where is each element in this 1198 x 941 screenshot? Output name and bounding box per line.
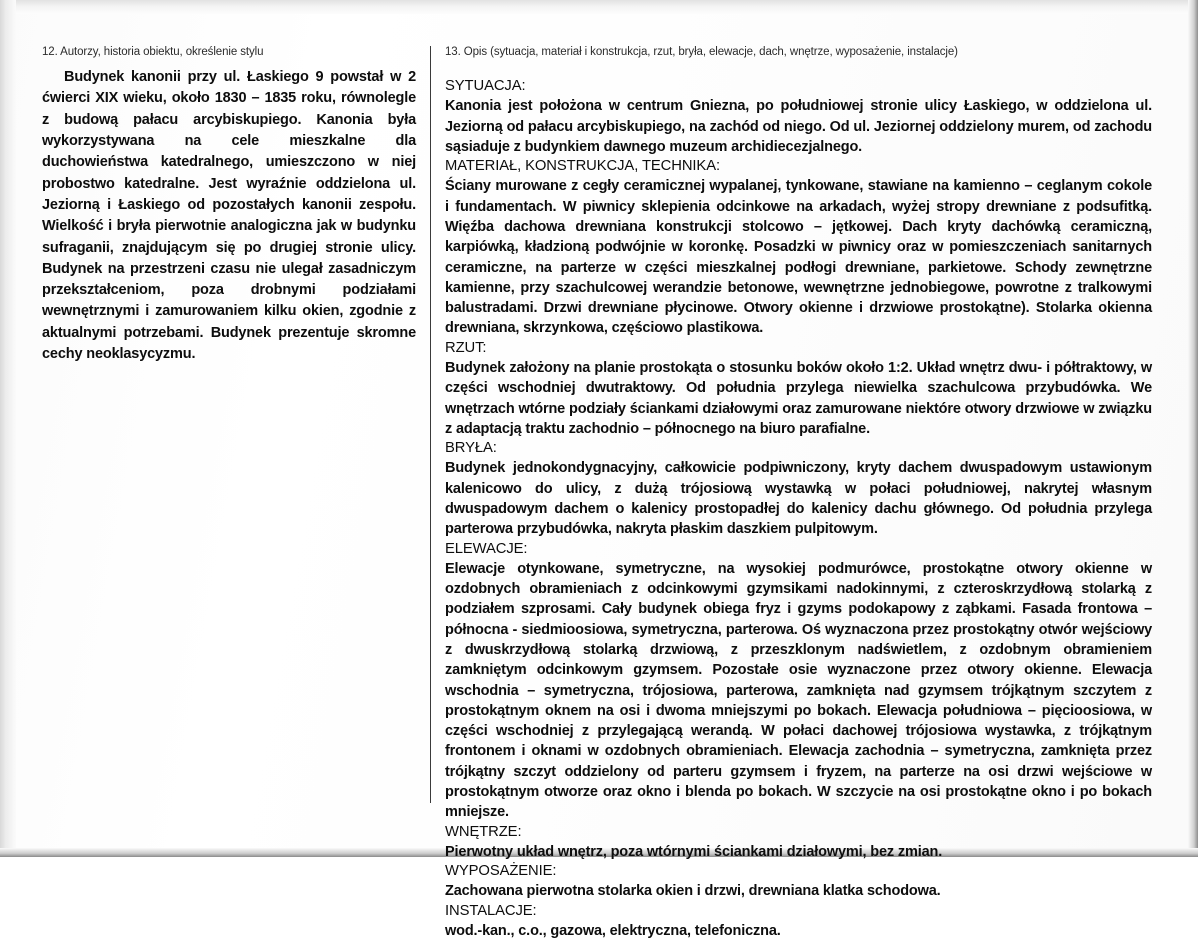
section-elewacje (445, 540, 1152, 823)
section-instalacje (445, 902, 1152, 941)
document-body (42, 46, 1154, 939)
column-field-13 (445, 46, 1154, 941)
section-label-wnetrze: WNĘTRZE: (445, 823, 522, 840)
section-text-sytuacja: Kanonia jest położona w centrum Gniezna, po południowej stronie ulicy Łaskiego, w oddzielona ul. Jeziorną od pałacu arcybiskupiego, na zachód od niego. Od ul. Jeziornej oddzielony murem, od zachodu sąsiaduje z budynkiem dawnego muzeum archidiecezjalnego. (445, 98, 1152, 155)
scan-edge-left (0, 0, 16, 857)
scan-edge-right (1188, 0, 1198, 857)
scan-edge-top (0, 0, 1198, 14)
section-text-bryla: Budynek jednokondygnacyjny, całkowicie podpiwniczony, kryty dachem dwuspadowym ustawionym kalenicowo do ulicy, z dużą trójosiową wystawką w połaci południowej, nakrytej własnym dwuspadowym dachem o kalenicy prostopadłej do kalenicy dachu głównego. Od południa przylega parterowa przybudówka, nakryta płaskim daszkiem pulpitowym. (445, 460, 1152, 538)
section-label-rzut: RZUT: (445, 339, 487, 356)
section-text-rzut: Budynek założony na planie prostokąta o stosunku boków około 1:2. Układ wnętrz dwu- i półtraktowy, w części wschodniej dwutraktowy. Od południa przylega niewielka szachulcowa przybudówka. We wnętrzach wtórne podziały ściankami działowymi oraz zamurowane niektóre otwory drzwiowe w związku z adaptacją traktu zachodnio – północnego na biuro parafialne. (445, 359, 1152, 437)
section-wyposazenie (445, 862, 1152, 902)
field-12-header: 12. Autorzy, historia obiektu, określenie stylu (42, 46, 264, 58)
section-material-konstrukcja-technika (445, 157, 1152, 339)
section-text-elewacje: Elewacje otynkowane, symetryczne, na wysokiej podmurówce, prostokątne otwory okienne w ozdobnych obramieniach z odcinkowymi gzymsikami nadokinnymi, z czteroskrzydłową stolarką z podziałem szprosami. Cały budynek obiega fryz i gzyms podokapowy z ząbkami. Fasada frontowa – północna - siedmioosiowa, symetryczna, parterowa. Oś wyznaczona przez prostokątny otwór wejściowy z dwuskrzydłową stolarką drzwiową, z przeszklonym nadświetlem, z ozdobnym obramieniem zamkniętym odcinkowym gzymsem. Pozostałe osie wyznaczone przez otwory okienne. Elewacja wschodnia – symetryczna, trójosiowa, parterowa, zamknięta nad gzymsem trójkątnym szczytem z prostokątnym oknem na osi i dwoma mniejszymi po bokach. Elewacja południowa – pięcioosiowa, w części wschodniej z przylegającą werandą. W połaci dachowej trójosiowa wystawka, z trójkątnym frontonem i oknami w ozdobnych obramieniach. Elewacja zachodnia – symetryczna, zamknięta przez trójkątny szczyt oddzielony od parteru gzymsem i fryzem, na parterze na osi drzwi wejściowe w prostokątnym otworze oraz okno i blenda po bokach. W szczycie na osi prostokątne okno i po bokach mniejsze. (445, 560, 1152, 821)
field-13-header: 13. Opis (sytuacja, materiał i konstrukcja, rzut, bryła, elewacje, dach, wnętrze, wyposażenie, instalacje) (445, 46, 958, 58)
section-text-wnetrze: Pierwotny układ wnętrz, poza wtórnymi ściankami działowymi, bez zmian. (445, 843, 943, 860)
section-sytuacja (445, 77, 1152, 157)
section-text-instalacje: wod.-kan., c.o., gazowa, elektryczna, telefoniczna. (445, 922, 781, 939)
section-label-sytuacja: SYTUACJA: (445, 78, 526, 94)
field-12-text: Budynek kanonii przy ul. Łaskiego 9 powstał w 2 ćwierci XIX wieku, około 1830 – 1835 roku, równolegle z budową pałacu arcybiskupiego. Kanonia była wykorzystywana na cele mieszkalne dla duchowieństwa katedralnego, umieszczono w niej probostwo katedralne. Jest wyraźnie oddzielona ul. Jeziorną i Łaskiego od pozostałych kanonii zespołu. Wielkość i bryła pierwotnie analogiczna jak w budynku sufraganii, znajdującym się po drugiej stronie ulicy. Budynek na przestrzeni czasu nie ulegał zasadniczym przekształceniom, poza drobnymi podziałami wewnętrznymi i zamurowaniem kilku okien, zgodnie z aktualnymi potrzebami. Budynek prezentuje skromne cechy neoklasycyzmu. (42, 69, 416, 363)
column-divider (430, 46, 431, 803)
section-bryla (445, 439, 1152, 539)
section-label-elewacje: ELEWACJE: (445, 540, 528, 557)
section-label-instalacje: INSTALACJE: (445, 902, 537, 919)
section-rzut (445, 339, 1152, 439)
header-spacer (445, 67, 1152, 77)
section-text-material: Ściany murowane z cegły ceramicznej wypalanej, tynkowane, stawiane na kamienno – ceglanym cokole i fundamentach. W piwnicy sklepienia odcinkowe na arkadach, wyżej stropy drewniane z podsufitką. Więźba dachowa drewniana konstrukcji stolcowo – jętkowej. Dach kryty dachówką ceramiczną, karpiówką, kładzioną podwójnie w koronkę. Posadzki w piwnicy oraz w pomieszczeniach sanitarnych ceramiczne, na parterze w części mieszkalnej podłogi drewniane, parkietowe. Schody zewnętrzne kamienne, przy szachulcowej werandzie betonowe, wewnętrzne jednobiegowe, powrotne z tralkowymi balustradami. Drzwi drewniane płycinowe. Otwory okienne i drzwiowe prostokątne). Stolarka okienna drewniana, skrzynkowa, częściowo plastikowa. (445, 178, 1152, 337)
section-label-wyposazenie: WYPOSAŻENIE: (445, 863, 557, 880)
section-label-bryla: BRYŁA: (445, 440, 497, 457)
section-text-wyposazenie: Zachowana pierwotna stolarka okien i drzwi, drewniana klatka schodowa. (445, 883, 941, 900)
column-field-12 (42, 46, 430, 365)
section-label-material: MATERIAŁ, KONSTRUKCJA, TECHNIKA: (445, 158, 720, 175)
two-column-layout (42, 46, 1154, 939)
section-wnetrze (445, 823, 1152, 863)
